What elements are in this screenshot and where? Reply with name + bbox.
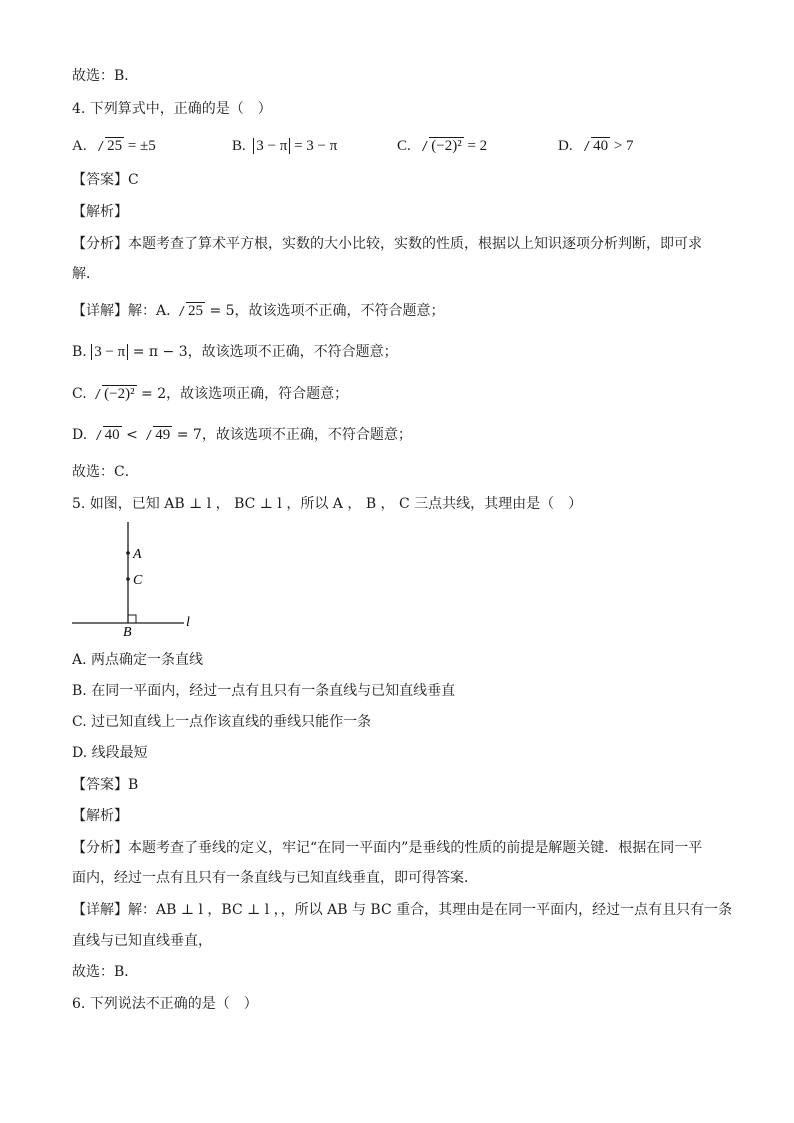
line-l-label: l xyxy=(186,615,190,630)
q4-conclusion: 故选：C． xyxy=(72,464,139,480)
q4-option-c: C. (−2)² = 2 xyxy=(397,138,488,154)
q5-analysis-line-1: 【分析】本题考查了垂线的定义，牢记“在同一平面内”是垂线的性质的前提是解题关键．根据在同一平 xyxy=(72,840,703,856)
q5-analysis-heading: 【解析】 xyxy=(72,808,128,824)
q4-option-b: B. 3 − π = 3 − π xyxy=(232,138,338,154)
q4-detail-c: C. (−2)² = 2，故该选项正确，符合题意； xyxy=(72,386,349,402)
q5-detail-line-2: 直线与已知直线垂直， xyxy=(72,933,212,949)
q4-analysis-heading: 【解析】 xyxy=(72,204,128,220)
q4-analysis-line-1: 【分析】本题考查了算术平方根，实数的大小比较，实数的性质，根据以上知识逐项分析判断，即可求 xyxy=(72,236,702,252)
q5-answer: 【答案】B xyxy=(72,777,139,793)
q5-option-d: D. 线段最短 xyxy=(72,745,148,761)
q4-options xyxy=(72,136,712,158)
q4-detail-a: 【详解】解：A. 25 = 5，故该选项不正确，不符合题意； xyxy=(72,303,445,319)
q3-conclusion: 故选：B． xyxy=(72,68,139,84)
q4-option-d: D. 40 > 7 xyxy=(558,138,634,154)
q5-option-a: A. 两点确定一条直线 xyxy=(72,652,204,668)
q6-stem: 6. 下列说法不正确的是（ ） xyxy=(72,996,258,1012)
q4-option-a: A. 25 = ±5 xyxy=(72,138,156,154)
point-b-label: B xyxy=(123,625,132,638)
q5-stem: 5. 如图，已知 AB ⊥ l ， BC ⊥ l ，所以 A ， B ， C 三点共线，其理由是（ ） xyxy=(72,496,583,512)
q5-option-c: C. 过已知直线上一点作该直线的垂线只能作一条 xyxy=(72,714,372,730)
q4-detail-d: D. 40 < 49 = 7，故该选项不正确，不符合题意； xyxy=(72,427,412,443)
q5-analysis-line-2: 面内，经过一点有且只有一条直线与已知直线垂直，即可得答案． xyxy=(72,870,478,886)
point-a-label: A xyxy=(133,547,142,562)
q4-analysis-line-2: 解． xyxy=(72,266,100,282)
point-c-label: C xyxy=(133,573,143,588)
q4-answer: 【答案】C xyxy=(72,172,139,188)
q5-conclusion: 故选：B． xyxy=(72,964,139,980)
q4-stem: 4. 下列算式中，正确的是（ ） xyxy=(72,101,272,117)
q4-detail-b: B. 3 − π = π − 3，故该选项不正确，不符合题意； xyxy=(72,344,398,360)
q5-figure xyxy=(66,518,206,638)
q5-option-b: B. 在同一平面内，经过一点有且只有一条直线与已知直线垂直 xyxy=(72,683,456,699)
q5-detail-line-1: 【详解】解：AB ⊥ l ，BC ⊥ l ，，所以 AB 与 BC 重合，其理由是在同一平面内，经过一点有且只有一条 xyxy=(72,902,733,918)
